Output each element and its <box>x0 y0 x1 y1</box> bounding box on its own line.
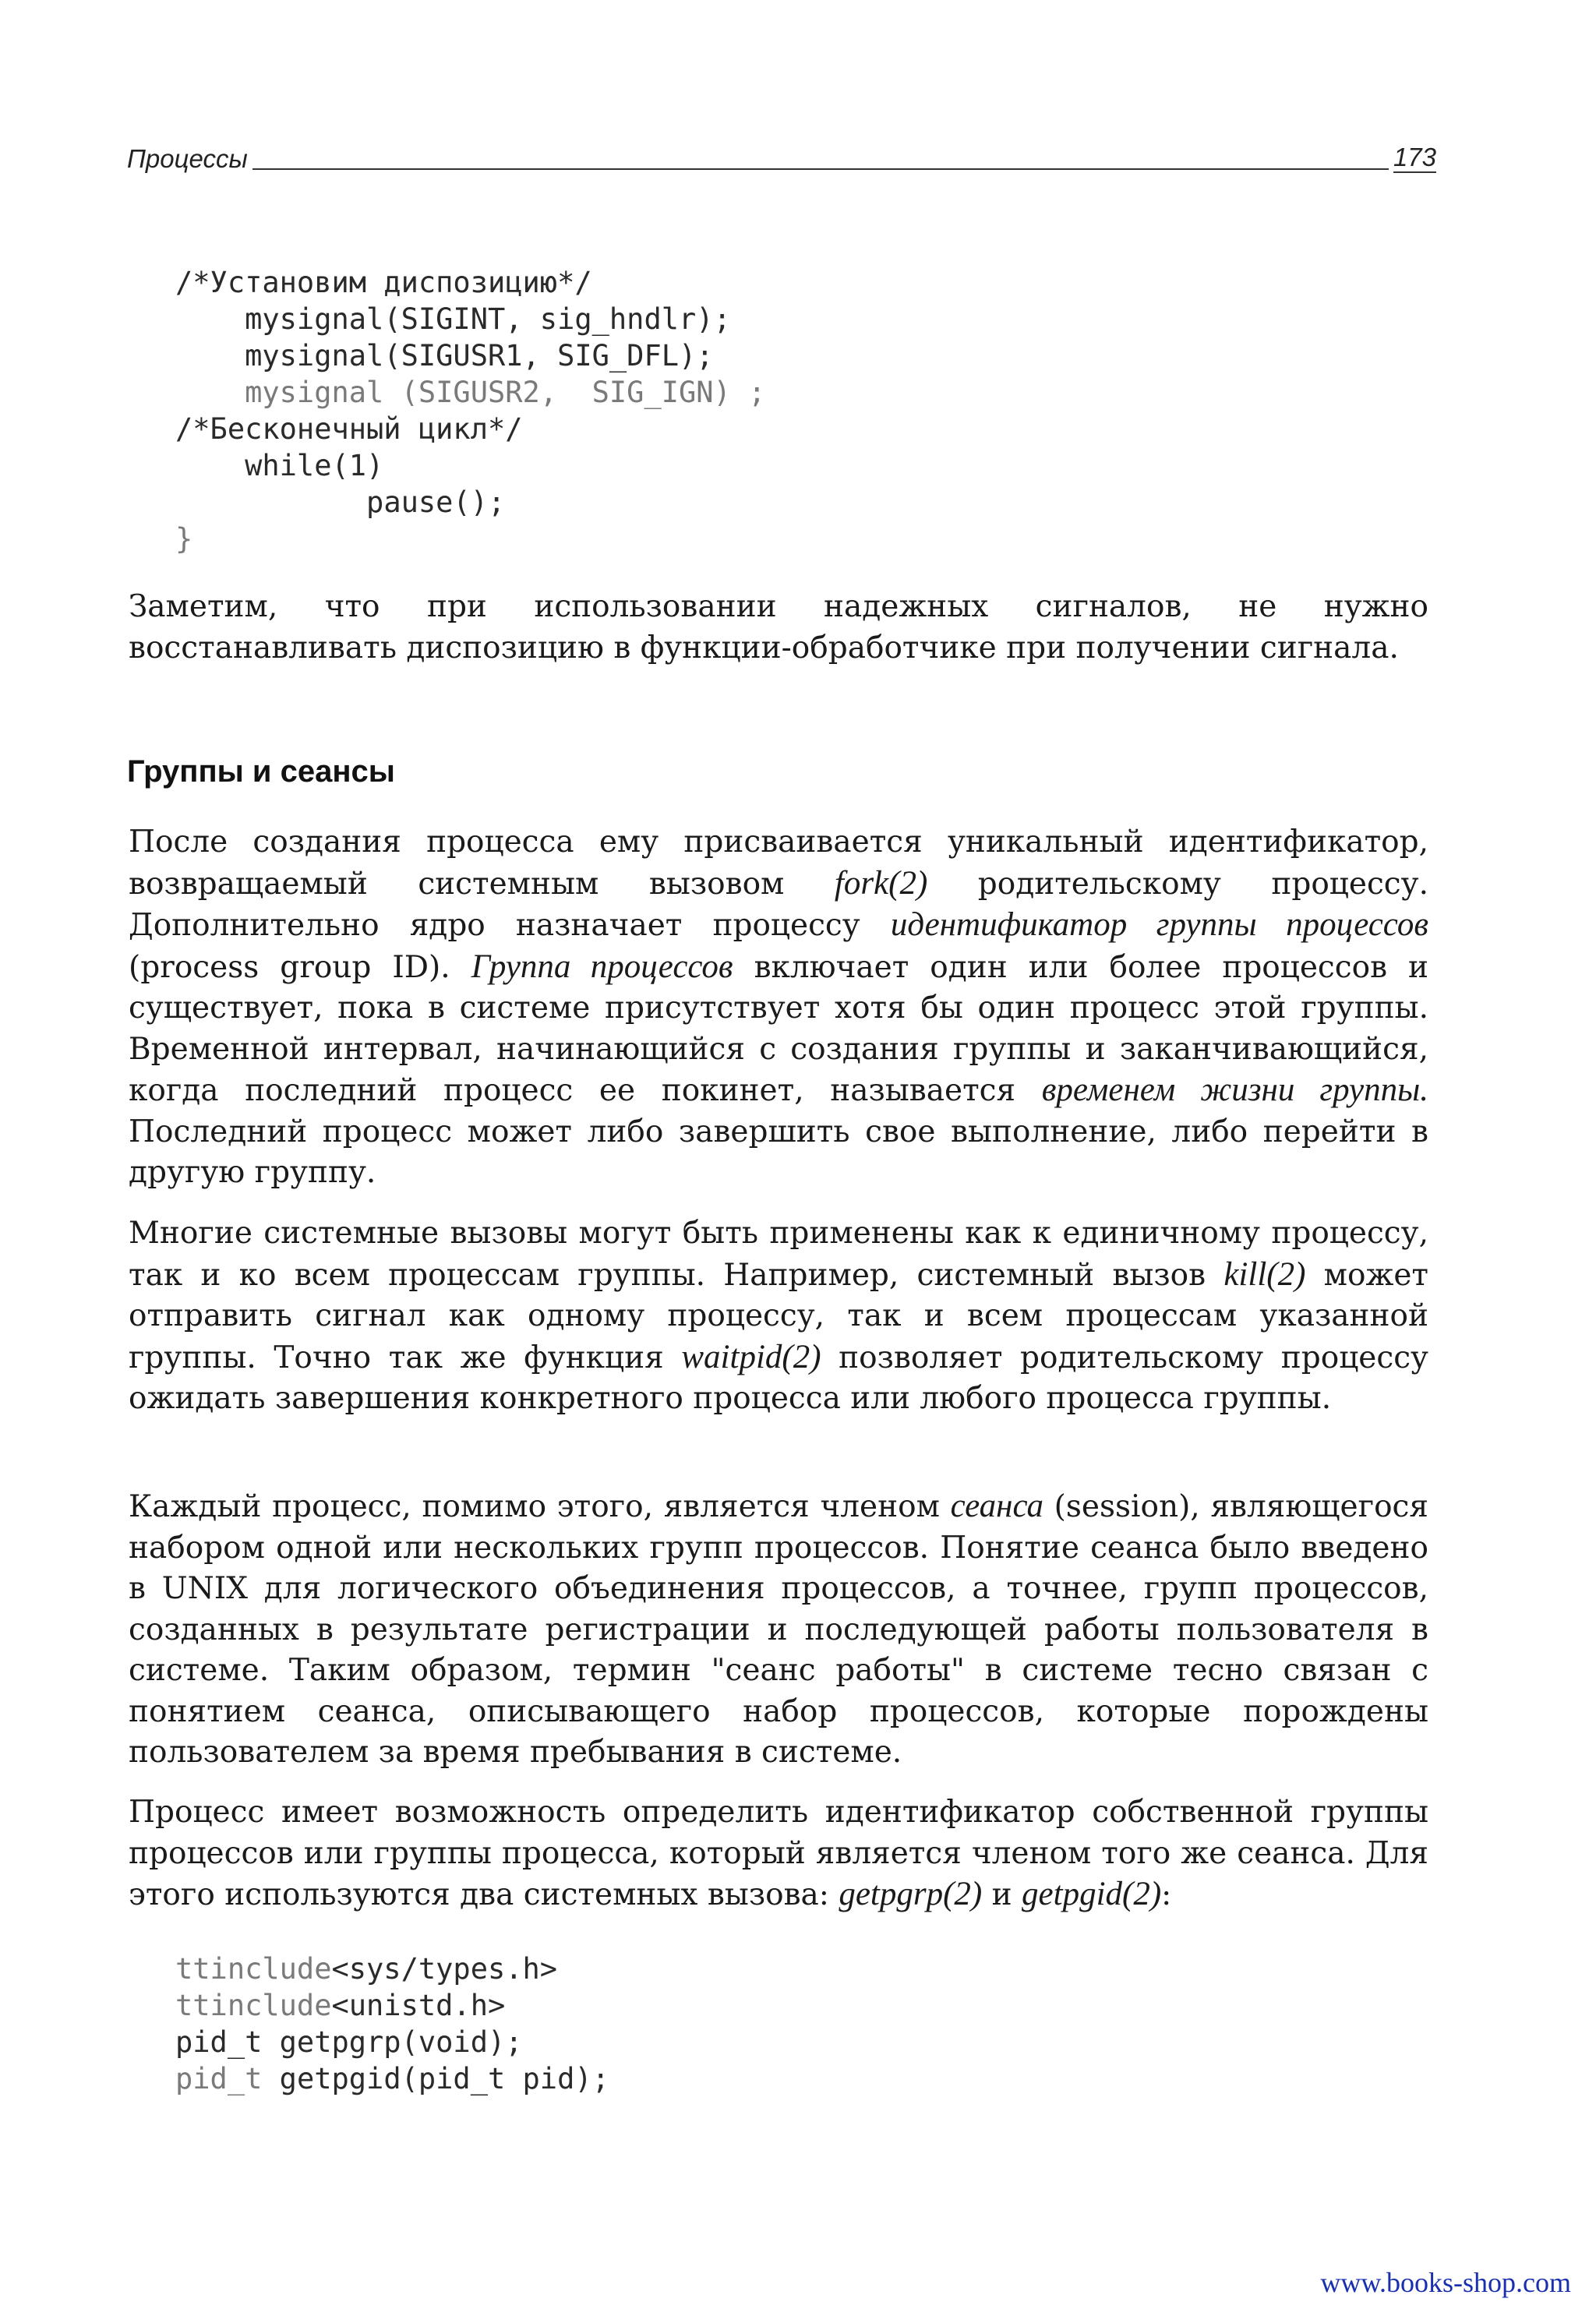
code-block-signal-setup <box>175 264 765 557</box>
code-line: /*Установим диспозицию*/ <box>175 266 592 299</box>
term-waitpid: waitpid(2) <box>681 1338 821 1375</box>
code-line: mysignal(SIGUSR1, SIG_DFL); <box>245 339 714 372</box>
paragraph-group-syscalls: Многие системные вызовы могут быть применены как к единичному процессу, так и ко всем процессам группы. Например, системный вызов kill(2) может отправить сигнал как одному процессу, так и всем процессам указанной группы. Точно так же функция waitpid(2) позволяет родительскому процессу ожидать завершения конкретного процесса или любого процесса группы. <box>129 1216 1428 1416</box>
code-line: mysignal(SIGINT, sig_hndlr); <box>245 302 731 336</box>
term-group-lifetime: временем жизни группы. <box>1041 1072 1428 1108</box>
paragraph-reliable-signals-note: Заметим, что при использовании надежных сигналов, не нужно восстанавливать диспозицию в функции-обработчике при получении сигнала. <box>129 589 1428 666</box>
code-block-getpgrp <box>175 1951 609 2097</box>
code-line: /*Бесконечный цикл*/ <box>175 412 523 446</box>
term-process-group-id: идентификатор группы процессов <box>890 906 1428 943</box>
code-line: pid_t getpgrp(void); <box>175 2025 523 2059</box>
paragraph-process-groups: После создания процесса ему присваивается уникальный идентификатор, возвращаемый системным вызовом fork(2) родительскому процессу. Дополнительно ядро назначает процессу идентификатор группы процессов (process group ID). Группа процессов включает один или более процессов и существует, пока в системе присутствует хотя бы один процесс этой группы. Временной интервал, начинающийся с создания группы и заканчивающийся, когда последний процесс ее покинет, называется временем жизни группы. Последний процесс может либо завершить свое выполнение, либо перейти в другую группу. <box>129 824 1429 1190</box>
code-line: mysignal (SIGUSR2, SIG_IGN) ; <box>245 376 766 409</box>
code-line: ttinclude<sys/types.h> <box>175 1952 558 1986</box>
code-line: ttinclude<unistd.h> <box>175 1989 506 2022</box>
code-line: pid_t getpgid(pid_t pid); <box>175 2062 609 2095</box>
term-fork: fork(2) <box>834 864 928 902</box>
term-getpgrp: getpgrp(2) <box>839 1876 983 1912</box>
term-getpgid: getpgid(2) <box>1022 1876 1162 1912</box>
page-header <box>127 139 1436 173</box>
code-line: pause(); <box>366 485 506 519</box>
paragraph-sessions: Каждый процесс, помимо этого, является членом сеанса (session), являющегося набором одной или нескольких групп процессов. Понятие сеанса было введено в UNIX для логического объединения процессов, а точнее, групп процессов, созданных в результате регистрации и последующей работы пользователя в системе. Таким образом, термин "сеанс работы" в системе тесно связан с понятием сеанса, описывающего набор процессов, которые порождены пользователем за время пребывания в системе. <box>129 1488 1428 1770</box>
running-header-title: Процессы <box>127 144 248 173</box>
code-line: while(1) <box>245 449 384 482</box>
section-heading: Группы и сеансы <box>127 754 395 789</box>
code-line: } <box>175 522 193 556</box>
paragraph-getpgrp: Процесс имеет возможность определить идентификатор собственной группы процессов или группы процесса, который является членом того же сеанса. Для этого используются два системных вызова: getpgrp(2) и getpgid(2): <box>129 1795 1428 1912</box>
term-session: сеанса <box>950 1488 1043 1524</box>
term-process-group: Группа процессов <box>471 948 733 985</box>
header-rule <box>252 168 1389 170</box>
page-number: 173 <box>1393 143 1436 171</box>
footer-website-link[interactable]: www.books-shop.com <box>1320 2267 1571 2298</box>
term-kill: kill(2) <box>1223 1255 1306 1293</box>
